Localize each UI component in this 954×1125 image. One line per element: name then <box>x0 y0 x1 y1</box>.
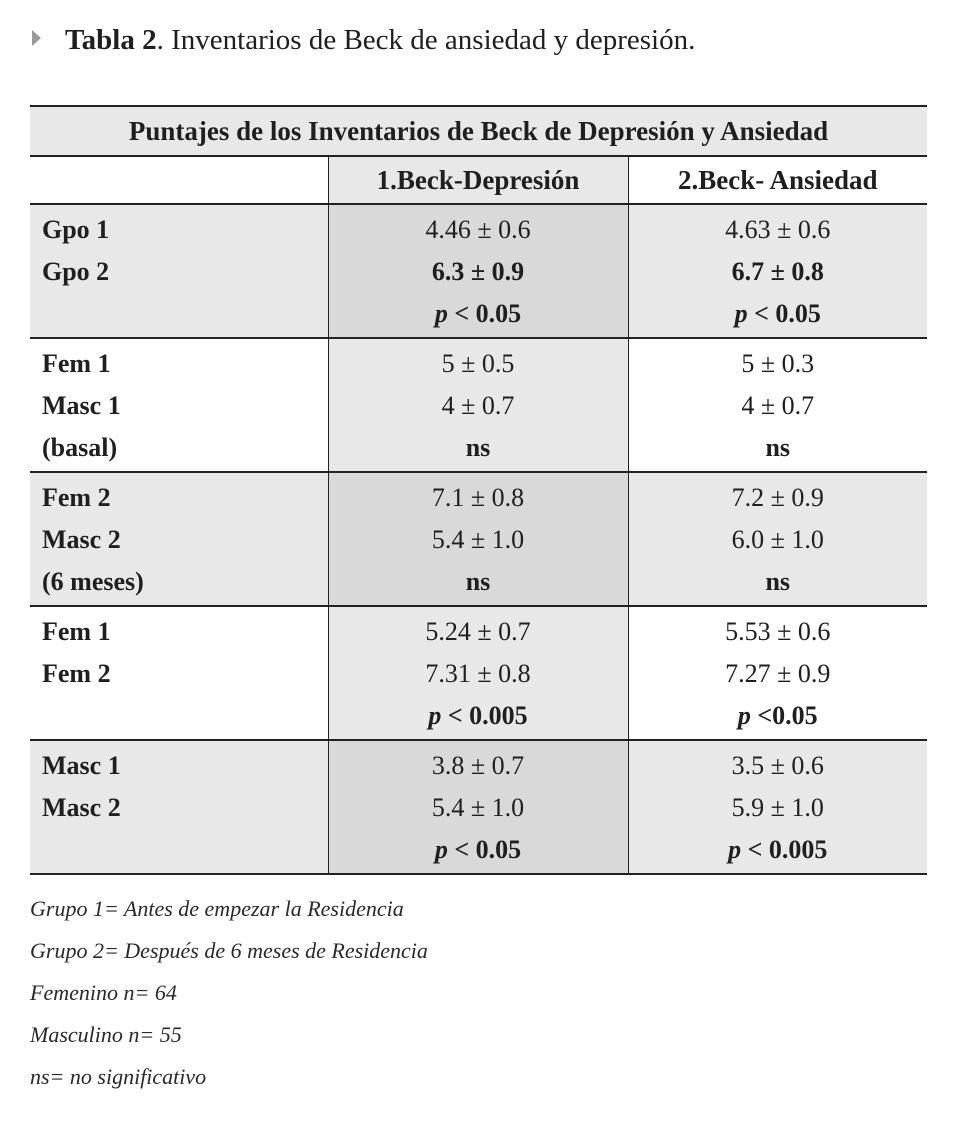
table-row-group <box>30 740 927 874</box>
ansiedad-value: 6.0 ± 1.0 <box>731 525 824 554</box>
ansiedad-value: 4.63 ± 0.6 <box>725 215 831 244</box>
depresion-value: 5 ± 0.5 <box>441 349 515 378</box>
p-symbol: p <box>434 299 448 328</box>
table-row-group <box>30 338 927 472</box>
p-symbol: p <box>734 299 748 328</box>
note-line: Grupo 2= Después de 6 meses de Residencia <box>30 938 428 963</box>
depresion-value: 3.8 ± 0.7 <box>431 751 525 780</box>
header-beck-depresion: 1.Beck-Depresión <box>328 156 628 204</box>
depresion-p-value <box>329 829 628 871</box>
depresion-cell <box>328 338 628 472</box>
depresion-value: 4 ± 0.7 <box>441 391 515 420</box>
depresion-cell <box>328 740 628 874</box>
note-line: Masculino n= 55 <box>30 1022 182 1047</box>
depresion-value: 7.1 ± 0.8 <box>431 483 525 512</box>
depresion-p-value <box>329 293 628 335</box>
ansiedad-significance: ns <box>765 567 791 596</box>
group-labels-cell <box>30 204 328 338</box>
group-label <box>30 293 328 335</box>
group-label <box>30 829 328 871</box>
p-symbol: p <box>737 701 751 730</box>
group-label: Masc 2 <box>42 793 121 822</box>
group-labels-cell <box>30 472 328 606</box>
caption-text: . Inventarios de Beck de ansiedad y depresión. <box>156 24 696 56</box>
group-label: Fem 1 <box>42 349 111 378</box>
ansiedad-cell <box>628 606 927 740</box>
ansiedad-value: 5.53 ± 0.6 <box>725 617 831 646</box>
table-title: Puntajes de los Inventarios de Beck de Depresión y Ansiedad <box>30 106 927 156</box>
depresion-significance: ns <box>465 567 491 596</box>
group-label: (basal) <box>42 433 118 462</box>
ansiedad-cell <box>628 338 927 472</box>
group-label: Masc 1 <box>42 391 121 420</box>
table-header-row <box>30 156 927 204</box>
group-label: (6 meses) <box>42 567 144 596</box>
depresion-p-value <box>329 695 628 737</box>
group-labels-cell <box>30 338 328 472</box>
ansiedad-significance: ns <box>765 433 791 462</box>
group-label: Fem 1 <box>42 617 111 646</box>
depresion-value: 7.31 ± 0.8 <box>425 659 531 688</box>
group-label: Masc 1 <box>42 751 121 780</box>
ansiedad-value: 4 ± 0.7 <box>741 391 815 420</box>
p-symbol: p <box>428 701 442 730</box>
group-labels-cell <box>30 606 328 740</box>
ansiedad-cell <box>628 204 927 338</box>
p-value-text: < 0.005 <box>747 835 828 864</box>
table-row-group <box>30 204 927 338</box>
group-labels-cell <box>30 740 328 874</box>
ansiedad-p-value <box>629 695 928 737</box>
caption-label: Tabla 2 <box>65 24 157 56</box>
depresion-value: 6.3 ± 0.9 <box>431 257 525 286</box>
group-label: Masc 2 <box>42 525 121 554</box>
p-symbol: p <box>728 835 742 864</box>
group-label: Fem 2 <box>42 659 111 688</box>
ansiedad-value: 7.27 ± 0.9 <box>725 659 831 688</box>
ansiedad-value: 5.9 ± 1.0 <box>731 793 824 822</box>
depresion-value: 4.46 ± 0.6 <box>425 215 531 244</box>
group-label: Gpo 1 <box>42 215 110 244</box>
header-beck-ansiedad: 2.Beck- Ansiedad <box>628 156 927 204</box>
caption-marker-icon <box>32 30 41 46</box>
group-label: Fem 2 <box>42 483 111 512</box>
table-caption <box>32 22 695 58</box>
p-value-text: < 0.005 <box>447 701 528 730</box>
ansiedad-p-value <box>629 293 928 335</box>
p-symbol: p <box>434 835 448 864</box>
p-value-text: < 0.05 <box>454 299 522 328</box>
table-notes <box>30 890 428 1100</box>
ansiedad-p-value <box>629 829 928 871</box>
table-title-row <box>30 106 927 156</box>
ansiedad-value: 7.2 ± 0.9 <box>731 483 824 512</box>
note-line: ns= no significativo <box>30 1064 207 1089</box>
ansiedad-value: 5 ± 0.3 <box>741 349 815 378</box>
p-value-text: < 0.05 <box>454 835 522 864</box>
p-value-text: <0.05 <box>757 701 818 730</box>
ansiedad-value: 6.7 ± 0.8 <box>731 257 824 286</box>
depresion-cell <box>328 204 628 338</box>
ansiedad-cell <box>628 740 927 874</box>
ansiedad-cell <box>628 472 927 606</box>
header-empty <box>30 156 328 204</box>
table-row-group <box>30 606 927 740</box>
group-label <box>30 695 328 737</box>
depresion-value: 5.4 ± 1.0 <box>431 525 525 554</box>
depresion-cell <box>328 606 628 740</box>
p-value-text: < 0.05 <box>754 299 821 328</box>
note-line: Femenino n= 64 <box>30 980 177 1005</box>
depresion-significance: ns <box>465 433 491 462</box>
beck-table <box>30 105 927 875</box>
table-row-group <box>30 472 927 606</box>
depresion-value: 5.4 ± 1.0 <box>431 793 525 822</box>
note-line: Grupo 1= Antes de empezar la Residencia <box>30 896 404 921</box>
depresion-cell <box>328 472 628 606</box>
group-label: Gpo 2 <box>42 257 110 286</box>
depresion-value: 5.24 ± 0.7 <box>425 617 531 646</box>
ansiedad-value: 3.5 ± 0.6 <box>731 751 824 780</box>
